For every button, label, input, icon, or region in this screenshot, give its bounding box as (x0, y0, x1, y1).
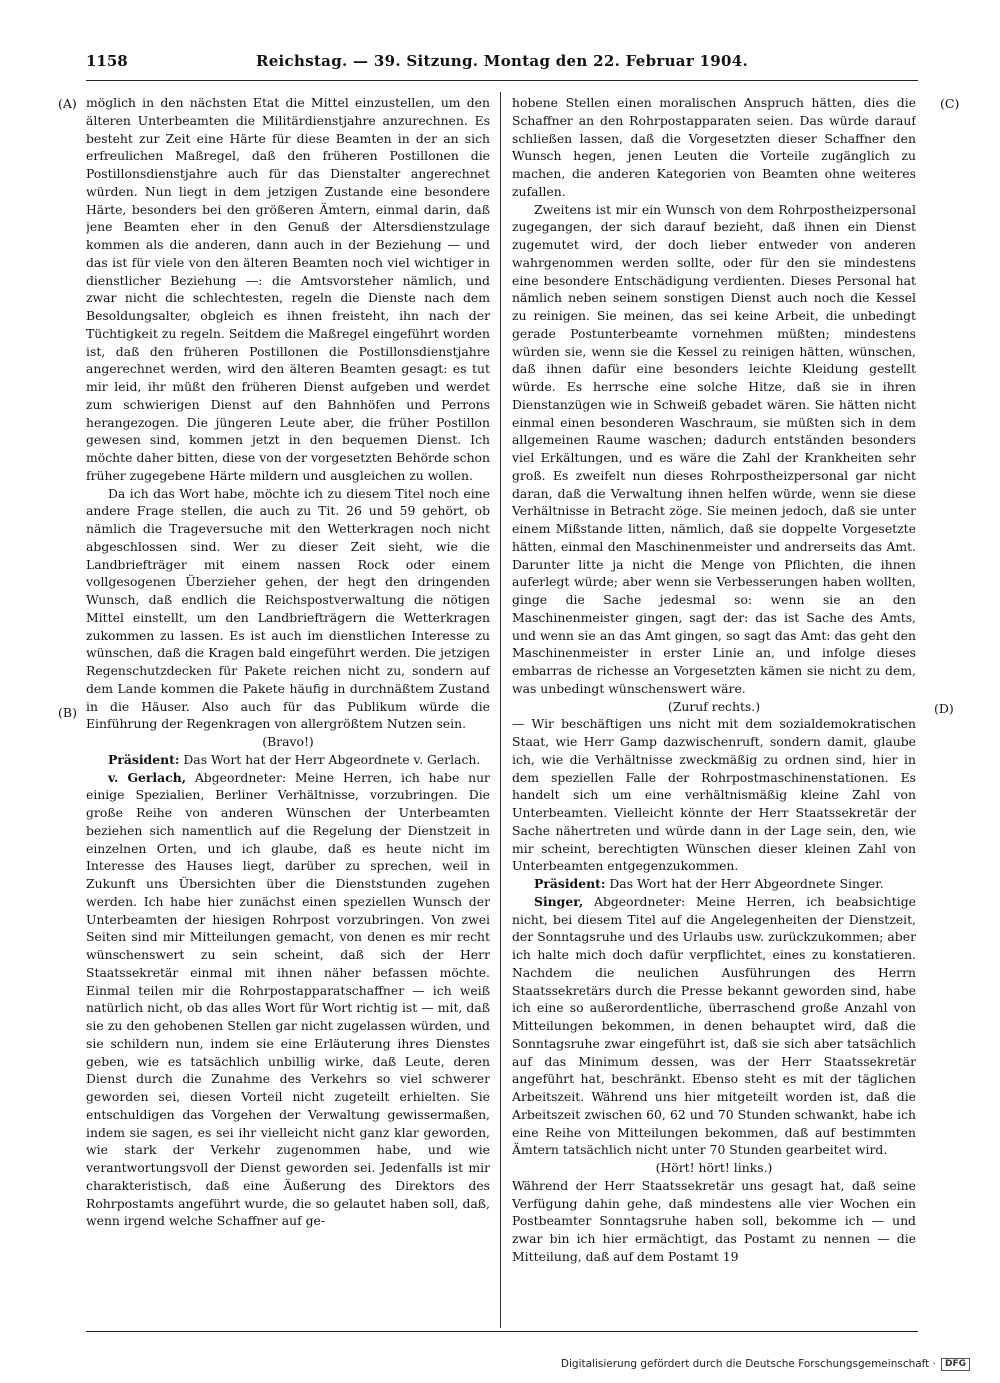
interjection: (Bravo!) (262, 734, 314, 749)
speaker-name: Singer, (534, 893, 584, 909)
speaker-name: Präsident: (108, 751, 180, 767)
paragraph: Da ich das Wort habe, möchte ich zu diesem Titel noch eine andere Frage stellen, die auch zu Tit. 26 und 59 gehört, ob nämlich die Trageversuche mit den Wetterkragen noch nicht abgeschlossen sind. Wer zu dieser Zeit sieht, wie die Landbriefträger mit einem nassen Rock oder einem vollgesogenen Überzieher gehen, der hegt den dringenden Wunsch, daß endlich die Reichspostverwaltung die nötigen Mittel einstellt, um den Landbriefträgern die Wetterkragen zukommen zu lassen. Es ist auch im dienstlichen Interesse zu wünschen, daß die Kragen bald eingeführt werden. Die jetzigen Regenschutzdecken für Pakete reichen nicht zu, sondern auf dem Lande kommen die Pakete häufig in durchnäßtem Zustand in die Häuser. Also auch für das Publikum würde die Einführung der Regenkragen von allergrößtem Nutzen sein. (86, 485, 490, 732)
margin-marker-b: (B) (58, 705, 77, 720)
speaker-paragraph (512, 893, 916, 1159)
page-number: 1158 (86, 52, 128, 70)
right-column (512, 94, 916, 1326)
speech-text: Abgeordneter: Meine Herren, ich beabsichtige nicht, bei diesem Titel auf die Angelegenheiten der Dienstzeit, der Sonntagsruhe und des Urlaubs usw. zurückzukommen; aber ich halte mich doch dafür verpflichtet, eines zu konstatieren. Nachdem die neulichen Ausführungen des Herrn Staatssekretärs durch die Presse bekannt geworden sind, habe ich eine so außerordentliche, überraschend große Anzahl von Mitteilungen bekommen, in denen behauptet wird, daß die Sonntagsruhe zwar eingeführt ist, daß sie sich aber tatsächlich auf das Minimum dessen, was der Herr Staatssekretär angeführt hat, beschränkt. Ebenso steht es mit der täglichen Arbeitszeit. Während uns hier mitgeteilt worden ist, daß die Arbeitszeit zwischen 60, 62 und 70 Stunden schwankt, habe ich eine Reihe von Mitteilungen bekommen, daß auf bestimmten Ämtern tatsächlich nicht unter 70 Stunden gearbeitet wird. (512, 893, 916, 1158)
speaker-paragraph (512, 875, 916, 893)
column-divider (500, 92, 501, 1328)
paragraph: Während der Herr Staatssekretär uns gesagt hat, daß seine Verfügung dahin gehe, daß mindestens alle vier Wochen ein Postbeamter Sonntagsruhe haben soll, bekomme ich — und zwar bin ich hier ermächtigt, das Postamt zu nennen — die Mitteilung, daß auf dem Postamt 19 (512, 1177, 916, 1264)
speech-text: Das Wort hat der Herr Abgeordnete v. Gerlach. (183, 751, 481, 767)
running-title: Reichstag. — 39. Sitzung. Montag den 22. Februar 1904. (255, 52, 749, 70)
speaker-name: v. Gerlach, (108, 769, 187, 785)
speaker-paragraph (86, 751, 490, 769)
paragraph: möglich in den nächsten Etat die Mittel einzustellen, um den älteren Unterbeamten die Militärdienstjahre anzurechnen. Es besteht zur Zeit eine Härte für diese Beamten in der an sich erfreulichen Maßregel, daß den früheren Postillonen die Postillonsdienstjahre auch für das Dienstalter angerechnet würden. Nun liegt in dem jetzigen Zustande eine besondere Härte, besonders bei den größeren Ämtern, einmal darin, daß jene Beamten eher in den Genuß der Altersdienstzulage kommen als die anderen, dann auch in der Beziehung — und das ist für viele von den älteren Beamten noch viel wichtiger in dienstlicher Beziehung —: die Amtsvorsteher nämlich, und zwar nicht die schlechtesten, regeln die Dienste nach dem Besoldungsalter, obgleich es ihnen freisteht, ihn nach der Tüchtigkeit zu regeln. Seitdem die Maßregel eingeführt worden ist, daß den früheren Postillonen die Postillonsdienstjahre angerechnet werden, wird den älteren Beamten gesagt: es tut mir leid, ihr müßt den früheren Dienst aufgeben und werdet zum schwierigen Dienst auf den Bahnhöfen und Perrons herangezogen. Die jüngeren Leute aber, die früher Postillon gewesen sind, kommen jetzt in den bequemen Dienst. Ich möchte daher bitten, diese von der vorgesetzten Behörde schon früher zugegebene Härte mildern und ausgleichen zu wollen. (86, 95, 490, 483)
dfg-logo: DFG (941, 1358, 970, 1371)
speech-text: Abgeordneter: Meine Herren, ich habe nur einige Spezialien, Berliner Verhältnisse, vorzubringen. Die große Reihe von anderen Wünschen der Unterbeamten beziehen sich namentlich auf die Regelung der Dienstzeit in einzelnen Orten, und ich glaube, daß es heute nicht im Interesse des Hauses liegt, darüber zu sprechen, weil in Zukunft uns Übersichten über die Dienststunden zugehen werden. Ich habe hier zunächst einen speziellen Wunsch der Unterbeamten der hiesigen Rohrpost vorzubringen. Von zwei Seiten sind mir Mitteilungen gemacht, von denen es mir recht wünschenswert zu sein scheint, daß sich der Herr Staatssekretär einmal mit ihnen näher befassen möchte. Einmal teilen mir die Rohrpostapparatschaffner — ich weiß natürlich nicht, ob das alles Wort für Wort richtig ist — mit, daß sie zu den gehobenen Stellen gar nicht zugelassen würden, und sie schildern nun, indem sie eine Erläuterung ihres Dienstes geben, wie es tatsächlich unbillig wirke, daß Leute, deren Dienst durch die Zunahme des Verkehrs so viel schwerer geworden sei, diesen Vorteil nicht zugeteilt erhielten. Sie entschuldigen das Vorgehen der Verwaltung gewissermaßen, indem sie sagen, es sei ihr vielleicht nicht ganz klar geworden, wie stark der Verkehr zugenommen habe, und wie verantwortungsvoll der Dienst geworden sei. Jedenfalls ist mir charakteristisch, daß eine Äußerung des Direktors des Rohrpostamts angeführt wurde, die so gelautet haben soll, daß, wenn irgend welche Schaffner auf ge- (86, 769, 490, 1229)
paragraph: — Wir beschäftigen uns nicht mit dem sozialdemokratischen Staat, wie Herr Gamp dazwischenruft, sondern damit, glaube ich, wie die Verhältnisse zweckmäßig zu ordnen sind, hier in dem speziellen Falle der Rohrpostmaschinenstationen. Es handelt sich um eine verhältnismäßig kleine Zahl von Unterbeamten. Vielleicht könnte der Herr Staatssekretär der Sache nähertreten und würde dann in der Lage sein, den, wie mir scheint, berechtigten Wünschen dieser kleinen Zahl von Unterbeamten entgegenzukommen. (512, 716, 916, 874)
page-header (86, 46, 918, 76)
left-column (86, 94, 490, 1326)
header-rule (86, 80, 918, 81)
margin-marker-c: (C) (940, 96, 960, 111)
paragraph: Zweitens ist mir ein Wunsch von dem Rohrpostheizpersonal zugegangen, der sich darauf bezieht, daß ihnen ein Dienst zugemutet wird, der doch lieber entweder von anderen wahrgenommen werden sollte, oder für den sie mindestens eine besondere Entschädigung verdienten. Dieses Personal hat nämlich neben seinem sonstigen Dienst auch noch die Kessel zu reinigen. Sie meinen, das sei keine Arbeit, die unbedingt gerade Postunterbeamte vornehmen müßten; mindestens würden sie, wenn sie die Kessel zu reinigen hätten, wünschen, daß ihnen dafür eine besonders leichte Kleidung gestellt würde. Es herrsche eine solche Hitze, daß sie in ihren Dienstanzügen wie in Schweiß gebadet wären. Sie hätten nicht einmal einen besonderen Waschraum, sie müßten sich in dem allgemeinen Raume waschen; dadurch entständen besonders viel Erkältungen, und es wäre die Zahl der Krankheiten sehr groß. Es zweifelt nun dieses Rohrpostheizpersonal gar nicht daran, daß die Verwaltung ihnen helfen würde, wenn sie diese Verhältnisse in Betracht zöge. Sie meinen jedoch, daß sie unter einem Mißstande litten, nämlich, daß sie doppelte Vorgesetzte hätten, einmal den Maschinenmeister und andrerseits das Amt. Darunter litte ja nicht die Menge von Pflichten, die ihnen auferlegt würde; aber wenn sie Verbesserungen haben wollten, ginge die Sache jedesmal so: wenn sie an den Maschinenmeister gingen, sagt der: das ist Sache des Amts, und wenn sie an das Amt gingen, so sagt das Amt: das geht den Maschinenmeister in erster Linie an, und infolge dieses embarras de richesse an Vorgesetzten kämen sie nicht zu dem, was unbedingt wünschenswert wäre. (512, 201, 916, 696)
footer-rule (86, 1331, 918, 1332)
digitization-credit (561, 1357, 970, 1371)
speaker-name: Präsident: (534, 876, 606, 891)
speaker-paragraph (86, 769, 490, 1231)
interjection: (Zuruf rechts.) (667, 698, 761, 714)
margin-marker-d: (D) (934, 701, 954, 716)
paragraph: hobene Stellen einen moralischen Anspruch hätten, dies die Schaffner an den Rohrpostapparaten seien. Das würde darauf schließen lassen, daß die Vorgesetzten dieser Schaffner den Wunsch hegen, jenen Leuten die Vorteile zugänglich zu machen, die anderen Kategorien von Beamten ohne weiteres zufallen. (512, 95, 916, 199)
interjection: (Hört! hört! links.) (655, 1160, 773, 1175)
margin-marker-a: (A) (58, 96, 77, 111)
credit-text: Digitalisierung gefördert durch die Deutsche Forschungsgemeinschaft · (560, 1358, 936, 1370)
speech-text: Das Wort hat der Herr Abgeordnete Singer. (609, 876, 884, 891)
